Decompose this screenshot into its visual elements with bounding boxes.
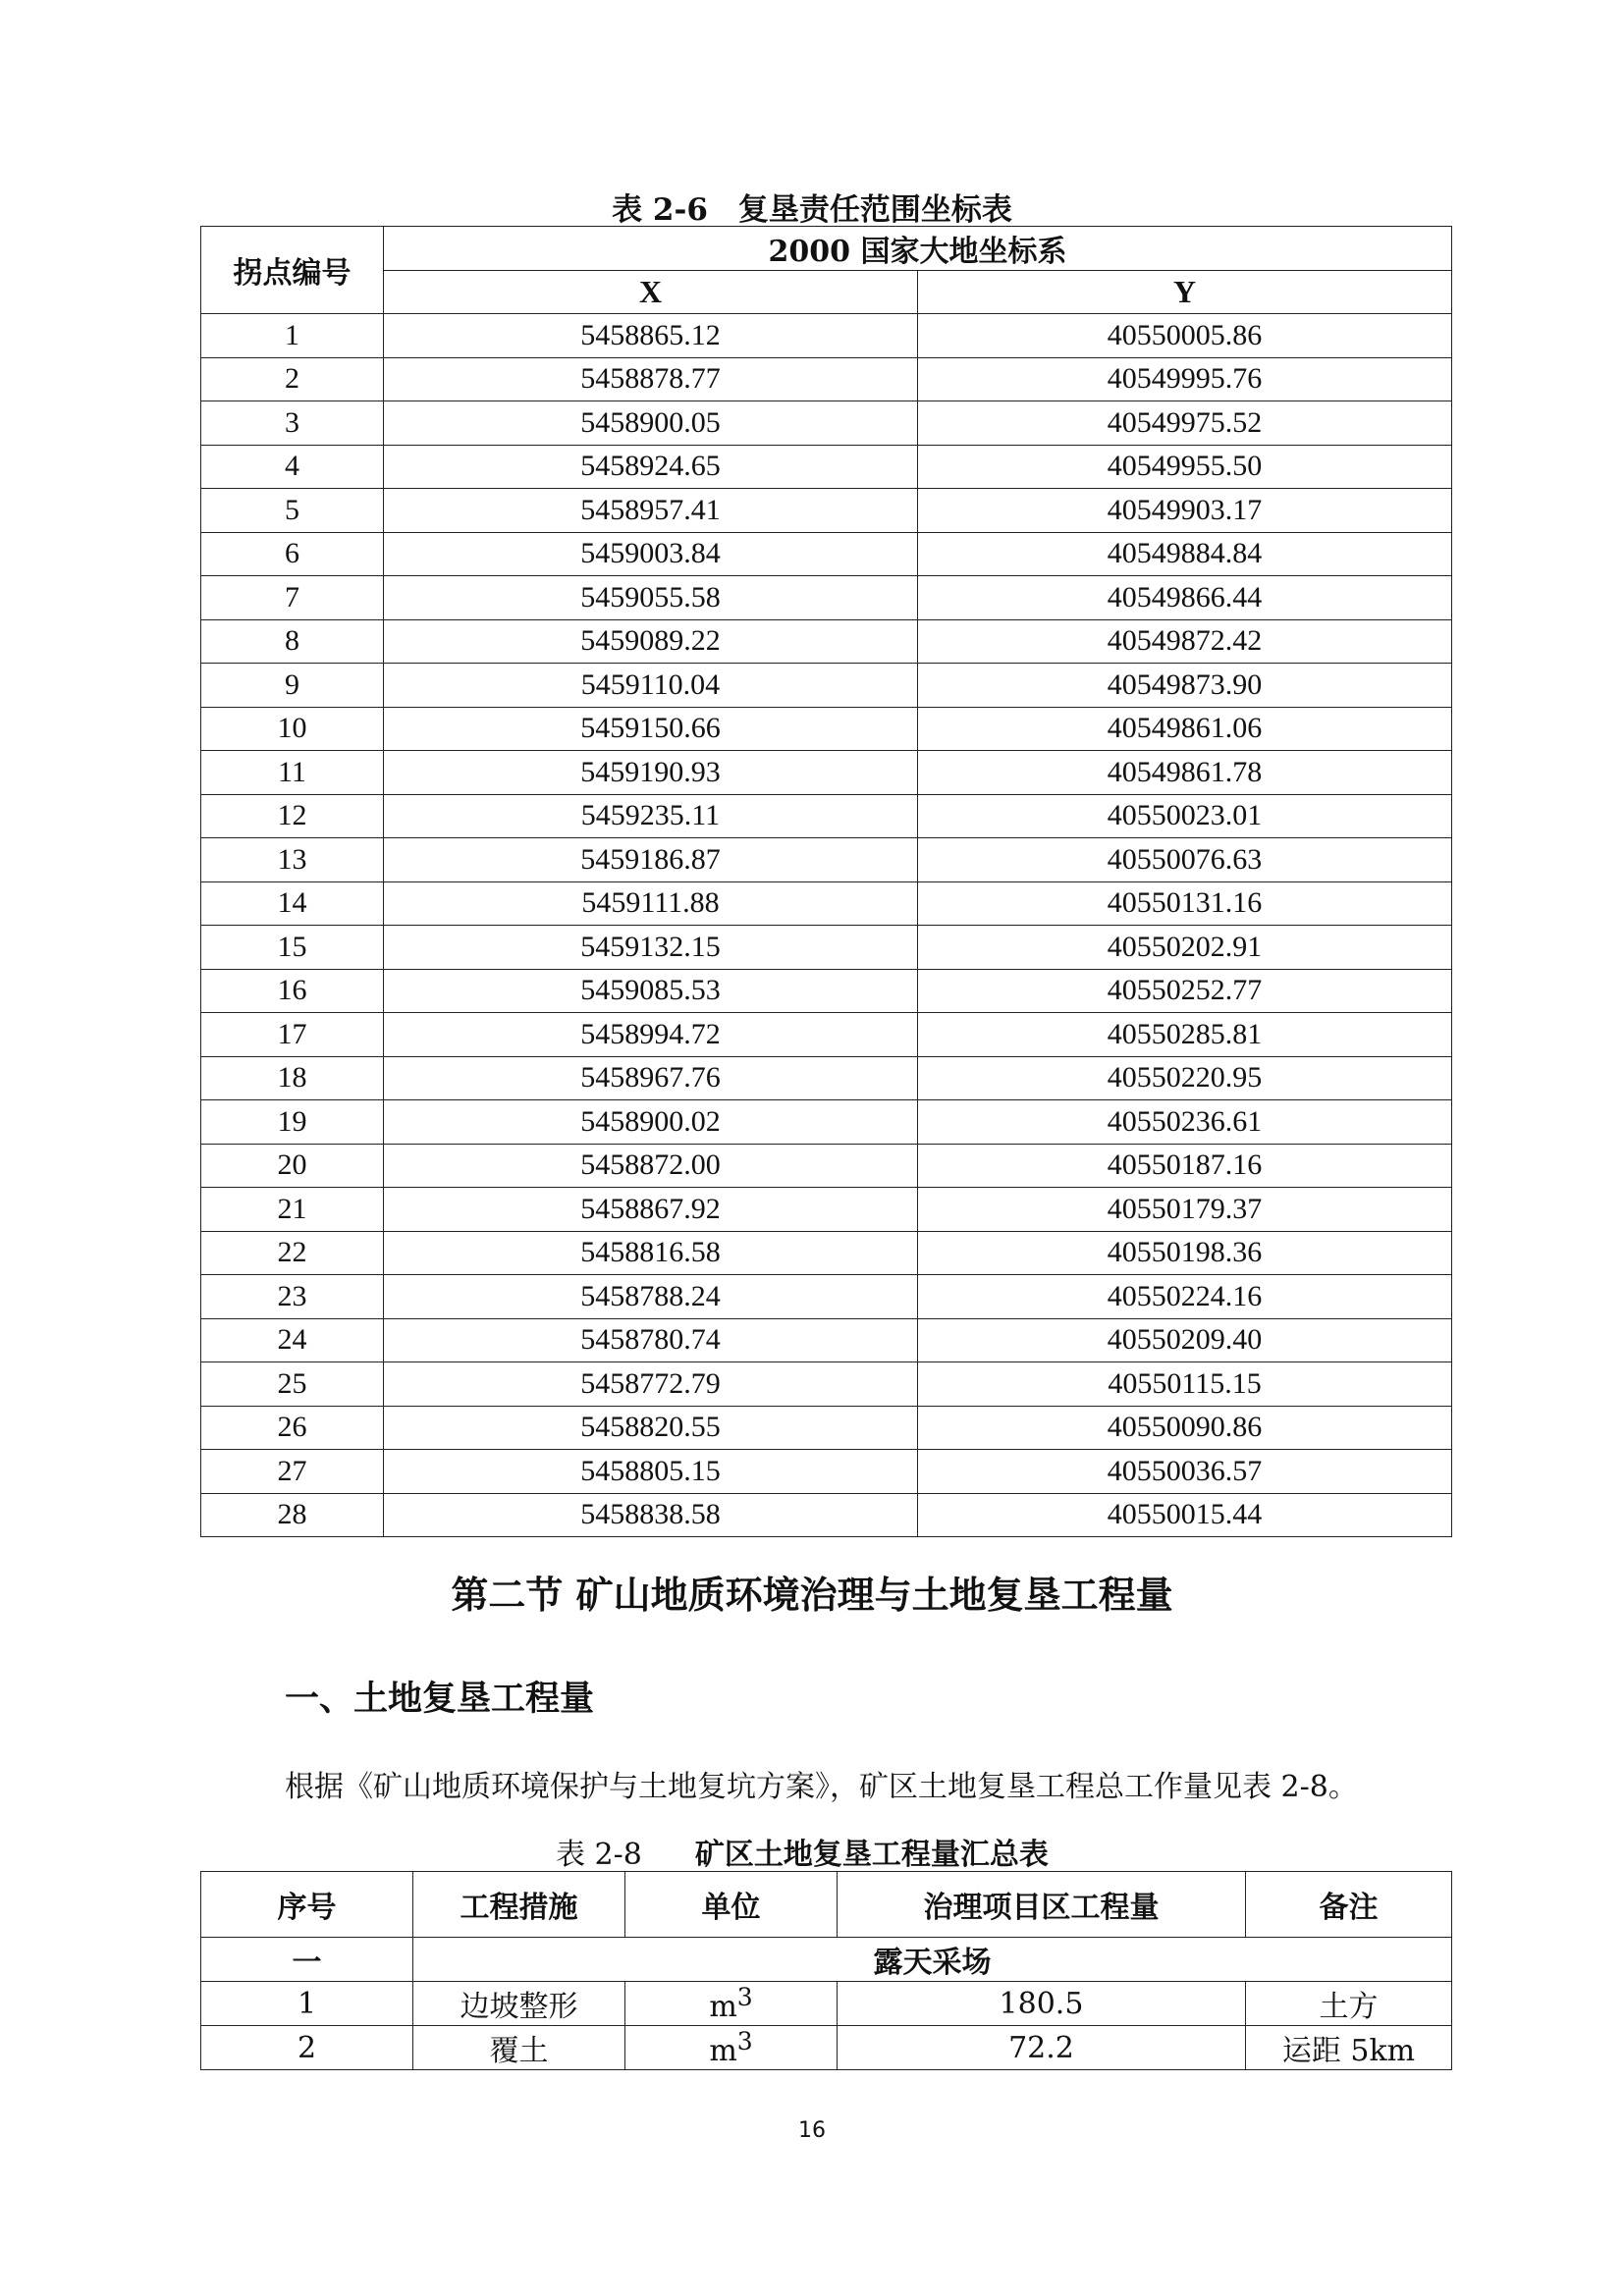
cell-point-number: 12 — [201, 794, 384, 838]
table-2-8-caption — [556, 1830, 1049, 1873]
page-number: 16 — [798, 2118, 826, 2143]
cell-point-number: 14 — [201, 881, 384, 926]
cell-point-number: 26 — [201, 1406, 384, 1450]
row-unit — [625, 2026, 838, 2070]
table-row — [201, 794, 1452, 838]
table-row — [201, 1318, 1452, 1362]
table-row — [201, 751, 1452, 795]
cell-point-number: 11 — [201, 751, 384, 795]
row-note: 土方 — [1246, 1982, 1452, 2026]
cell-y: 40550220.95 — [918, 1056, 1452, 1100]
cell-x: 5458900.05 — [384, 401, 918, 446]
cell-x: 5458900.02 — [384, 1100, 918, 1145]
cell-x: 5458865.12 — [384, 314, 918, 358]
cell-y: 40549861.78 — [918, 751, 1452, 795]
table-row — [201, 532, 1452, 576]
cell-point-number: 24 — [201, 1318, 384, 1362]
cell-y: 40550187.16 — [918, 1144, 1452, 1188]
header-unit: 单位 — [625, 1872, 838, 1938]
cell-y: 40549903.17 — [918, 489, 1452, 533]
unit-base: m — [709, 2034, 737, 2068]
table-row — [201, 1450, 1452, 1494]
cell-y: 40550252.77 — [918, 969, 1452, 1013]
header-amount: 治理项目区工程量 — [838, 1872, 1246, 1938]
table-row — [201, 619, 1452, 664]
header-coordinate-system: 2000 国家大地坐标系 — [384, 227, 1452, 271]
table-row — [201, 2026, 1452, 2070]
cell-y: 40549873.90 — [918, 664, 1452, 708]
cell-y: 40550005.86 — [918, 314, 1452, 358]
cell-y: 40550036.57 — [918, 1450, 1452, 1494]
table-row — [201, 1013, 1452, 1057]
cell-x: 5458957.41 — [384, 489, 918, 533]
cell-point-number: 6 — [201, 532, 384, 576]
reclamation-summary-table — [200, 1871, 1452, 2070]
cell-y: 40549955.50 — [918, 445, 1452, 489]
table-row — [201, 1362, 1452, 1407]
cell-point-number: 3 — [201, 401, 384, 446]
table-row — [201, 1056, 1452, 1100]
row-unit — [625, 1982, 838, 2026]
cell-y: 40550090.86 — [918, 1406, 1452, 1450]
unit-base: m — [709, 1990, 737, 2024]
table-row — [201, 1188, 1452, 1232]
subsection-title: 一、土地复垦工程量 — [285, 1679, 595, 1719]
cell-point-number: 18 — [201, 1056, 384, 1100]
cell-point-number: 21 — [201, 1188, 384, 1232]
cell-x: 5458878.77 — [384, 357, 918, 401]
cell-point-number: 27 — [201, 1450, 384, 1494]
table-row — [201, 401, 1452, 446]
unit-superscript: 3 — [736, 2027, 753, 2056]
section-title: 第二节 矿山地质环境治理与土地复垦工程量 — [451, 1573, 1173, 1617]
row-note: 运距 5km — [1246, 2026, 1452, 2070]
cell-point-number: 5 — [201, 489, 384, 533]
cell-x: 5458780.74 — [384, 1318, 918, 1362]
cell-point-number: 15 — [201, 926, 384, 970]
body-paragraph: 根据《矿山地质环境保护与土地复坑方案》，矿区土地复垦工程总工作量见表 2-8。 — [285, 1770, 1358, 1804]
table-row — [201, 1100, 1452, 1145]
table-row — [201, 881, 1452, 926]
table-row — [201, 357, 1452, 401]
cell-x: 5459110.04 — [384, 664, 918, 708]
cell-x: 5459111.88 — [384, 881, 918, 926]
cell-y: 40549861.06 — [918, 707, 1452, 751]
cell-x: 5459186.87 — [384, 838, 918, 882]
cell-x: 5458838.58 — [384, 1493, 918, 1537]
cell-x: 5458967.76 — [384, 1056, 918, 1100]
table-2-8-label: 表 2-8 — [556, 1838, 642, 1872]
cell-y: 40549975.52 — [918, 401, 1452, 446]
table-row — [201, 1982, 1452, 2026]
cell-x: 5459085.53 — [384, 969, 918, 1013]
row-amount: 72.2 — [838, 2026, 1246, 2070]
cell-point-number: 1 — [201, 314, 384, 358]
cell-x: 5459235.11 — [384, 794, 918, 838]
cell-point-number: 8 — [201, 619, 384, 664]
row-measure: 覆土 — [413, 2026, 625, 2070]
row-index: 2 — [201, 2026, 413, 2070]
header-note: 备注 — [1246, 1872, 1452, 1938]
table-row — [201, 1275, 1452, 1319]
cell-x: 5459190.93 — [384, 751, 918, 795]
header-x: X — [384, 271, 918, 314]
cell-y: 40550015.44 — [918, 1493, 1452, 1537]
cell-y: 40549866.44 — [918, 576, 1452, 620]
table-row — [201, 926, 1452, 970]
cell-y: 40550224.16 — [918, 1275, 1452, 1319]
cell-x: 5459055.58 — [384, 576, 918, 620]
cell-y: 40549995.76 — [918, 357, 1452, 401]
cell-y: 40550076.63 — [918, 838, 1452, 882]
coordinate-table — [200, 226, 1452, 1537]
row-index: 1 — [201, 1982, 413, 2026]
cell-point-number: 28 — [201, 1493, 384, 1537]
cell-y: 40549884.84 — [918, 532, 1452, 576]
cell-point-number: 2 — [201, 357, 384, 401]
group-index: 一 — [201, 1938, 413, 1982]
cell-point-number: 16 — [201, 969, 384, 1013]
table-row — [201, 1231, 1452, 1275]
table-row — [201, 1144, 1452, 1188]
cell-x: 5459089.22 — [384, 619, 918, 664]
coordinate-table-body — [201, 314, 1452, 1537]
cell-y: 40550209.40 — [918, 1318, 1452, 1362]
table-row — [201, 664, 1452, 708]
row-measure: 边坡整形 — [413, 1982, 625, 2026]
header-point-number: 拐点编号 — [201, 227, 384, 314]
cell-point-number: 13 — [201, 838, 384, 882]
header-index: 序号 — [201, 1872, 413, 1938]
table-2-8-title: 矿区土地复垦工程量汇总表 — [694, 1838, 1049, 1872]
table-row — [201, 445, 1452, 489]
table-row — [201, 489, 1452, 533]
header-measure: 工程措施 — [413, 1872, 625, 1938]
cell-x: 5459132.15 — [384, 926, 918, 970]
table-2-6-caption: 表 2-6 复垦责任范围坐标表 — [612, 192, 1012, 228]
cell-y: 40550198.36 — [918, 1231, 1452, 1275]
cell-x: 5458816.58 — [384, 1231, 918, 1275]
cell-point-number: 17 — [201, 1013, 384, 1057]
unit-superscript: 3 — [736, 1983, 753, 2011]
cell-x: 5458994.72 — [384, 1013, 918, 1057]
cell-y: 40550179.37 — [918, 1188, 1452, 1232]
cell-y: 40550236.61 — [918, 1100, 1452, 1145]
cell-y: 40549872.42 — [918, 619, 1452, 664]
cell-point-number: 4 — [201, 445, 384, 489]
cell-point-number: 10 — [201, 707, 384, 751]
cell-y: 40550202.91 — [918, 926, 1452, 970]
table-row — [201, 314, 1452, 358]
row-amount: 180.5 — [838, 1982, 1246, 2026]
cell-y: 40550115.15 — [918, 1362, 1452, 1407]
cell-y: 40550285.81 — [918, 1013, 1452, 1057]
cell-point-number: 9 — [201, 664, 384, 708]
cell-x: 5458772.79 — [384, 1362, 918, 1407]
cell-point-number: 23 — [201, 1275, 384, 1319]
cell-point-number: 19 — [201, 1100, 384, 1145]
cell-x: 5458872.00 — [384, 1144, 918, 1188]
group-row — [201, 1938, 1452, 1982]
cell-x: 5459150.66 — [384, 707, 918, 751]
cell-x: 5458867.92 — [384, 1188, 918, 1232]
cell-x: 5458805.15 — [384, 1450, 918, 1494]
cell-point-number: 20 — [201, 1144, 384, 1188]
table-row — [201, 838, 1452, 882]
table-row — [201, 1493, 1452, 1537]
cell-y: 40550131.16 — [918, 881, 1452, 926]
cell-y: 40550023.01 — [918, 794, 1452, 838]
table-row — [201, 707, 1452, 751]
table-row — [201, 576, 1452, 620]
cell-x: 5458820.55 — [384, 1406, 918, 1450]
table-row — [201, 1406, 1452, 1450]
cell-point-number: 22 — [201, 1231, 384, 1275]
cell-x: 5459003.84 — [384, 532, 918, 576]
cell-point-number: 25 — [201, 1362, 384, 1407]
cell-x: 5458924.65 — [384, 445, 918, 489]
table-row — [201, 969, 1452, 1013]
cell-x: 5458788.24 — [384, 1275, 918, 1319]
cell-point-number: 7 — [201, 576, 384, 620]
group-name: 露天采场 — [413, 1938, 1452, 1982]
header-y: Y — [918, 271, 1452, 314]
